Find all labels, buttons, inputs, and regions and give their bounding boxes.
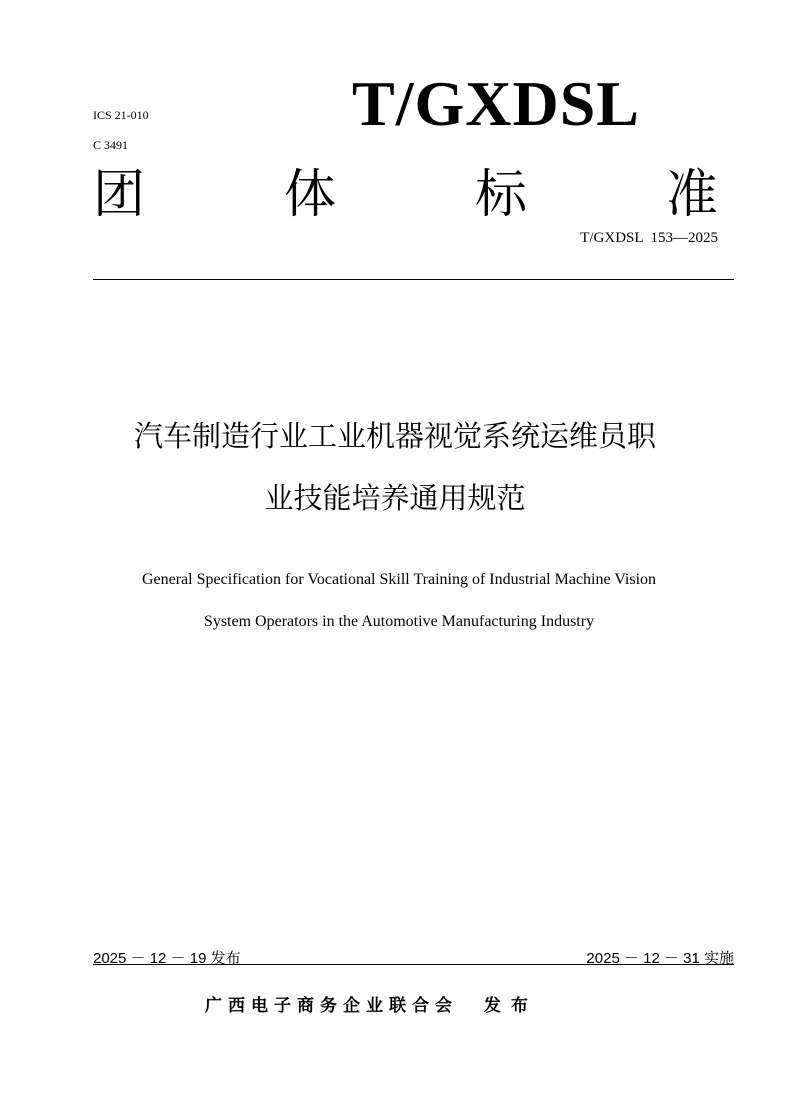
title-en-line-2: System Operators in the Automotive Manufacturing Industry xyxy=(203,613,595,630)
issue-date: 2025 － 12 － 19 发布 xyxy=(93,950,241,967)
implement-date: 2025 － 12 － 31 实施 xyxy=(586,950,734,967)
ccs-code: C 3491 xyxy=(93,138,129,152)
group-standard-char-1: 团 xyxy=(93,165,146,225)
title-en-line-1: General Specification for Vocational Skill Training of Industrial Machine Vision xyxy=(141,571,657,588)
publisher-row xyxy=(205,998,538,1015)
date-row xyxy=(93,946,734,966)
standard-number: T/GXDSL 153—2025 xyxy=(580,230,718,246)
title-zh-line-2: 业技能培养通用规范 xyxy=(264,481,526,515)
header-divider xyxy=(93,279,734,280)
standard-prefix: T/GXDSL xyxy=(352,68,640,139)
title-zh-line-1: 汽车制造行业工业机器视觉系统运维员职 xyxy=(133,419,656,453)
ics-code: ICS 21-010 xyxy=(93,108,149,122)
publisher-name: 广西电子商务企业联合会 xyxy=(205,996,458,1016)
group-standard-char-2: 体 xyxy=(283,165,336,225)
group-standard-char-4: 准 xyxy=(665,165,718,225)
group-standard-heading xyxy=(93,164,718,226)
footer-divider xyxy=(93,964,734,965)
publish-action: 发布 xyxy=(483,996,538,1016)
group-standard-char-3: 标 xyxy=(474,165,527,225)
